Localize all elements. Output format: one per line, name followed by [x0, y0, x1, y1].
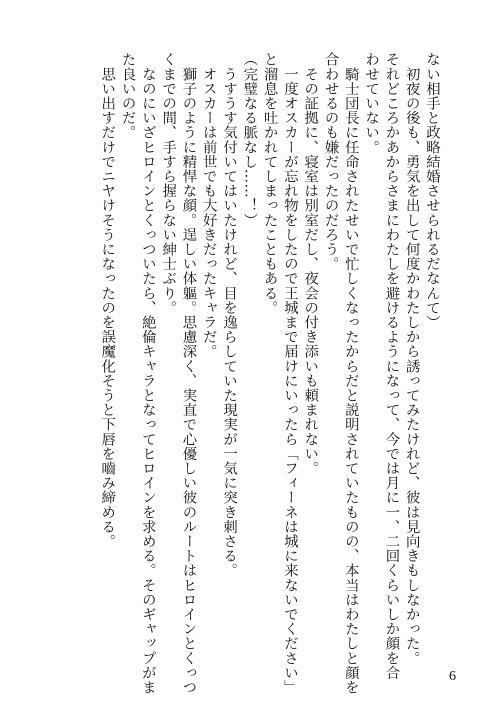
text-line: オスカーは前世でも大好きだったキャラだ。 — [200, 52, 217, 359]
text-line: （完璧なる脈なし……！） — [241, 52, 258, 228]
text-line: 獅子のように精悍な顔。逞しい体軀。思慮深く、実直で心優しい彼のルートはヒロインとくっつ — [180, 52, 197, 695]
text-line: うすうす気付いてはいたけれど、目を逸らしていた現実が一気に突き刺さる。 — [221, 52, 238, 578]
text-line: と溜息を吐かれてしまったこともある。 — [261, 52, 278, 315]
text-line: 思い出すだけでニヤけそうになったのを誤魔化そうと下唇を嚙み締める。 — [99, 52, 116, 549]
text-line: 合わせるのも嫌だったのだろう。 — [322, 52, 339, 271]
text-line: た良いのだ。 — [119, 52, 136, 140]
text-line: わせていない。 — [363, 52, 380, 155]
text-line: なのにいざヒロインとくっついたら、絶倫キャラとなってヒロインを求める。そのギャップがま — [139, 52, 156, 695]
body-text — [97, 52, 442, 695]
text-line: くまでの間、手すら握らない紳士ぶり。 — [160, 52, 177, 315]
text-line: その証拠に、寝室は別室だし、夜会の付き添いも頼まれない。 — [302, 52, 319, 476]
text-line: 一度オスカーが忘れ物をしたので王城まで届けにいったら「フィーネは城に来ないでください」 — [281, 52, 298, 695]
page-number: 6 — [449, 669, 456, 684]
text-line: ない相手と政略結婚させられるだなんて） — [424, 52, 440, 330]
text-line: それどころかあからさまにわたしを避けるようになって、今では月に一、二回くらいしか顔を合 — [383, 52, 400, 680]
text-line: 騎士団長に任命されたせいで忙しくなったからだと説明されていたものの、本当はわたしと顔を — [342, 52, 359, 695]
text-line: 初夜の後も、勇気を出して何度かわたしから誘ってみたけれど、彼は見向きもしなかった。 — [403, 52, 420, 666]
